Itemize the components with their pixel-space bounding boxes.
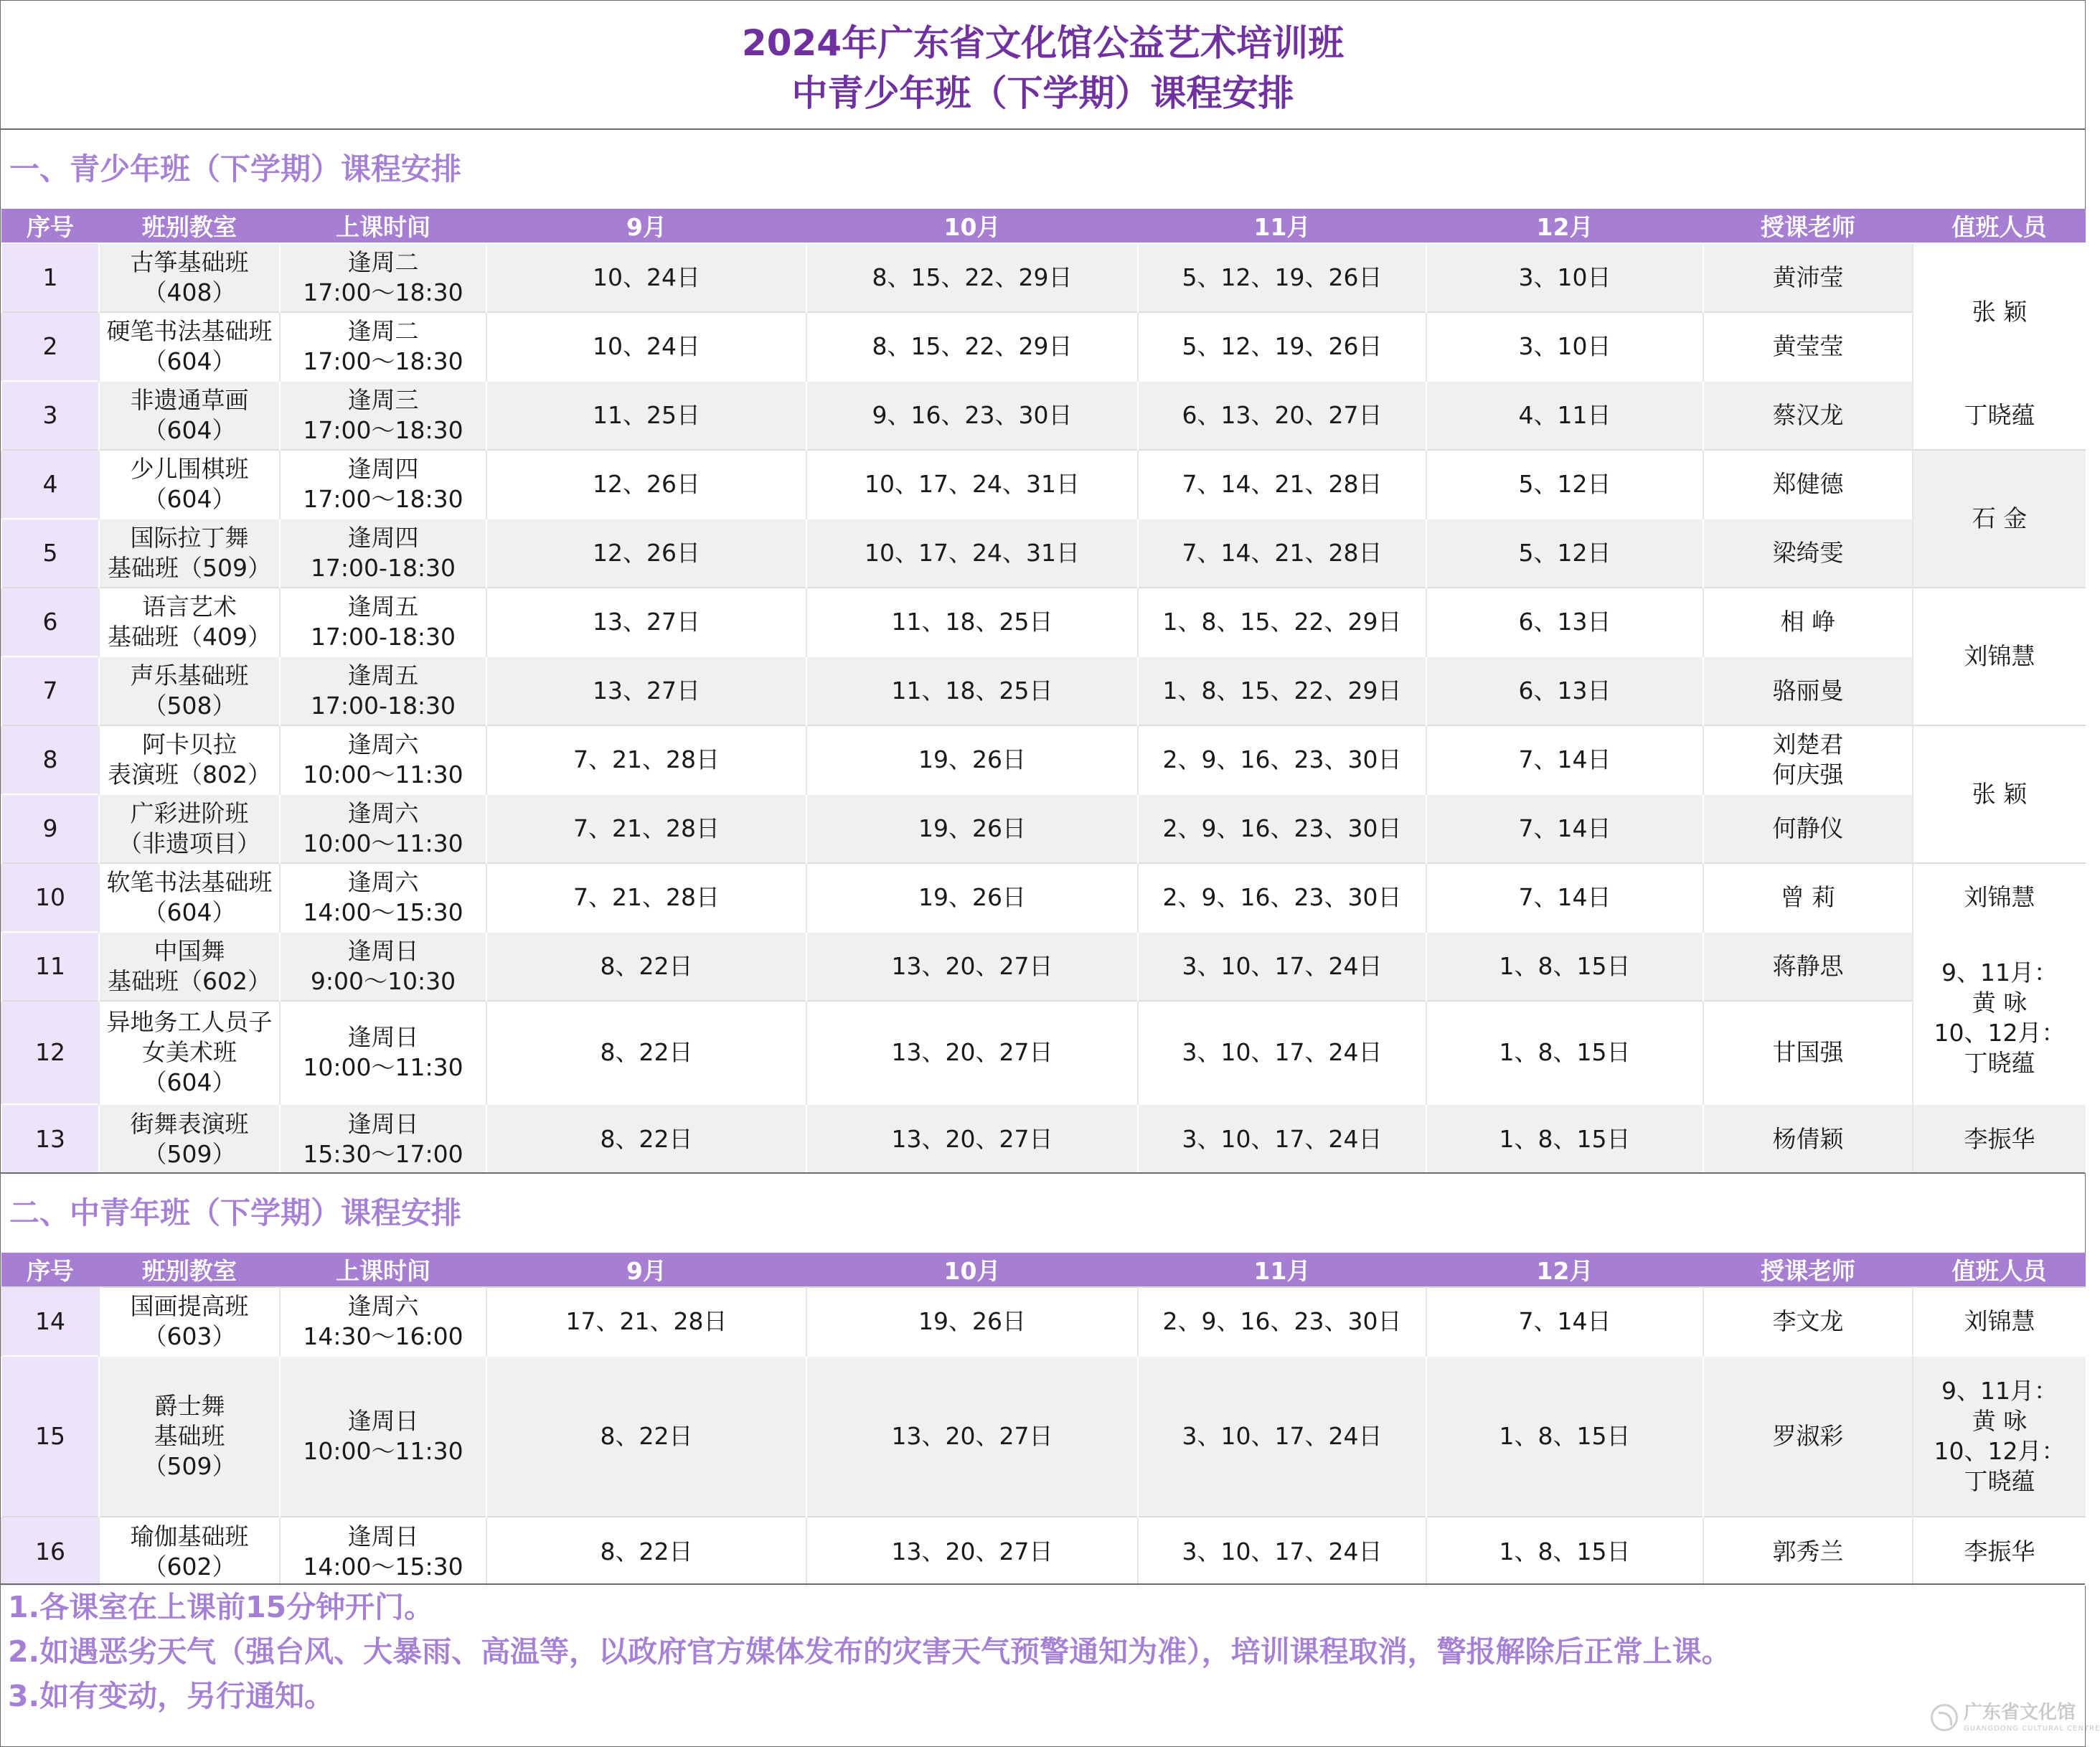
cell-line: 10、12月： [1934,1019,2066,1047]
table-row [1,1001,2086,1104]
row-number: 16 [1,1517,99,1586]
class-room [99,863,280,932]
cell-line: 国画提高班 [130,1292,249,1320]
cell-line: 17:00-18:30 [310,554,456,582]
dates-sep: 7、21、28日 [486,863,806,932]
class-room [99,725,280,794]
dates-sep: 13、27日 [486,588,806,656]
table-row [1,381,2086,450]
row-number: 9 [1,794,99,863]
teacher [1703,381,1913,450]
cell-line: （非遗项目） [118,829,260,857]
table-header-row [1,1253,2086,1287]
class-room [99,243,280,312]
cell-line: （508） [143,692,236,720]
table-row [1,243,2086,312]
cell-line: 15:30～17:00 [303,1139,463,1168]
class-room [99,656,280,725]
header-col-dec: 12月 [1426,209,1703,243]
duty-staff [1913,932,2086,1104]
table-header-row [1,209,2086,243]
cell-line: 逢周日 [347,1522,419,1550]
dates-nov: 3、10、17、24日 [1138,1001,1426,1104]
dates-dec: 5、12日 [1426,450,1703,519]
dates-nov: 3、10、17、24日 [1138,1517,1426,1586]
cell-line: 丁晓蕴 [1964,401,2035,429]
note-item: 3.如有变动，另行通知。 [8,1679,334,1713]
cell-line: （604） [143,347,236,375]
dates-oct: 13、20、27日 [806,1356,1138,1517]
cell-line: 广彩进阶班 [130,799,249,827]
cell-line: 17:00-18:30 [310,692,456,720]
row-number: 8 [1,725,99,794]
duty-staff [1913,1517,2086,1586]
cell-line: 10:00～11:30 [303,761,463,788]
teacher [1703,243,1913,312]
table-row [1,450,2086,519]
dates-dec: 4、11日 [1426,381,1703,450]
class-time [280,450,486,519]
cell-line: 17:00-18:30 [310,623,456,651]
class-time [280,1287,486,1356]
row-number: 11 [1,932,99,1001]
cell-line: 基础班（409） [108,623,271,651]
cell-line: 17:00～18:30 [303,278,463,306]
class-room [99,312,280,381]
dates-dec: 5、12日 [1426,519,1703,588]
dates-oct: 19、26日 [806,725,1138,794]
logo-name: 广东省文化馆 [1964,1702,2076,1723]
cell-line: 10:00～11:30 [303,829,463,857]
row-number: 13 [1,1104,99,1173]
cell-line: 石 金 [1972,504,2028,532]
header-col-dec: 12月 [1426,1253,1703,1287]
cell-line: 17:00～18:30 [303,416,463,444]
cell-line: 何静仪 [1772,814,1844,842]
dates-sep: 8、22日 [486,1356,806,1517]
table-row [1,1104,2086,1173]
cell-line: 9、11月： [1941,1377,2058,1405]
header-col-no: 序号 [1,209,99,243]
cell-line: 骆丽曼 [1772,677,1844,705]
cell-line: 罗淑彩 [1772,1422,1844,1450]
cell-line: 曾 莉 [1780,883,1836,911]
cell-line: 逢周日 [347,1109,419,1138]
duty-staff [1913,1287,2086,1356]
cell-line: 逢周二 [347,248,419,276]
header-col-duty: 值班人员 [1913,1253,2086,1287]
cell-line: 杨倩颖 [1772,1124,1844,1153]
dates-dec: 6、13日 [1426,588,1703,656]
row-number: 4 [1,450,99,519]
row-number: 14 [1,1287,99,1356]
header-col-class: 班别教室 [99,209,280,243]
cell-line: 声乐基础班 [130,661,249,689]
class-time [280,1104,486,1173]
duty-staff [1913,863,2086,932]
header-col-oct: 10月 [806,209,1138,243]
table-row [1,1517,2086,1586]
cell-line: 甘国强 [1772,1038,1844,1066]
note-item: 2.如遇恶劣天气（强台风、大暴雨、高温等，以政府官方媒体发布的灾害天气预警通知为准），培训课程取消，警报解除后正常上课。 [8,1634,1731,1669]
dates-sep: 8、22日 [486,1104,806,1173]
cell-line: 逢周日 [347,1407,419,1435]
dates-dec: 1、8、15日 [1426,1001,1703,1104]
dates-sep: 8、22日 [486,1001,806,1104]
class-room [99,1517,280,1586]
teacher [1703,725,1913,794]
page-title-line1: 2024年广东省文化馆公益艺术培训班 [741,22,1345,64]
class-time [280,863,486,932]
dates-nov: 6、13、20、27日 [1138,381,1426,450]
page-title [1,1,2085,130]
cell-line: （408） [143,278,236,306]
cell-line: 异地务工人员子 [106,1008,273,1036]
cell-line: 李文龙 [1772,1307,1844,1335]
teacher [1703,1517,1913,1586]
cell-line: 少儿围棋班 [130,455,249,483]
row-number: 6 [1,588,99,656]
header-col-oct: 10月 [806,1253,1138,1287]
row-number: 5 [1,519,99,588]
cell-line: 黄 咏 [1972,1407,2028,1435]
cell-line: 逢周五 [347,593,419,621]
cell-line: （604） [143,485,236,513]
cell-line: 蔡汉龙 [1772,401,1844,429]
dates-oct: 10、17、24、31日 [806,450,1138,519]
duty-staff [1913,450,2086,588]
cell-line: 中国舞 [154,937,225,965]
header-col-teacher: 授课老师 [1703,209,1913,243]
class-room [99,519,280,588]
cell-line: 国际拉丁舞 [130,524,249,552]
duty-staff [1913,243,2086,381]
cell-line: 逢周五 [347,661,419,689]
cell-line: 阿卡贝拉 [142,730,237,758]
row-number: 15 [1,1356,99,1517]
duty-staff [1913,381,2086,450]
cell-line: 10、12月： [1934,1437,2066,1465]
dates-dec: 1、8、15日 [1426,932,1703,1001]
cell-line: （604） [143,416,236,444]
cell-line: 非遗通草画 [130,386,249,414]
class-room [99,381,280,450]
cell-line: 李振华 [1964,1124,2035,1153]
cell-line: 10:00～11:30 [303,1437,463,1465]
table-row [1,656,2086,725]
dates-nov: 2、9、16、23、30日 [1138,1287,1426,1356]
duty-staff [1913,588,2086,725]
culture-center-logo-icon [1931,1704,1958,1731]
header-col-no: 序号 [1,1253,99,1287]
teacher [1703,932,1913,1001]
cell-line: 逢周六 [347,799,419,827]
header-col-sep: 9月 [486,1253,806,1287]
teacher [1703,1104,1913,1173]
dates-dec: 3、10日 [1426,243,1703,312]
cell-line: 何庆强 [1772,761,1844,788]
class-time [280,1356,486,1517]
dates-oct: 19、26日 [806,1287,1138,1356]
class-time [280,1001,486,1104]
dates-sep: 13、27日 [486,656,806,725]
duty-staff [1913,725,2086,863]
dates-oct: 9、16、23、30日 [806,381,1138,450]
cell-line: （509） [143,1452,236,1480]
cell-line: 梁绮雯 [1772,539,1844,567]
teacher [1703,450,1913,519]
dates-oct: 8、15、22、29日 [806,243,1138,312]
class-room [99,1356,280,1517]
teacher [1703,588,1913,656]
cell-line: 9:00～10:30 [310,967,456,995]
dates-sep: 8、22日 [486,932,806,1001]
teacher [1703,312,1913,381]
header-col-time: 上课时间 [280,209,486,243]
row-number: 2 [1,312,99,381]
cell-line: 14:30～16:00 [303,1322,463,1350]
dates-nov: 1、8、15、22、29日 [1138,588,1426,656]
cell-line: （604） [143,1068,236,1096]
dates-sep: 12、26日 [486,450,806,519]
section2-table [1,1253,2086,1586]
dates-nov: 2、9、16、23、30日 [1138,725,1426,794]
header-col-time: 上课时间 [280,1253,486,1287]
header-col-sep: 9月 [486,209,806,243]
cell-line: 逢周六 [347,868,419,896]
row-number: 1 [1,243,99,312]
class-time [280,932,486,1001]
cell-line: 爵士舞 [154,1392,225,1420]
cell-line: 郑健德 [1772,470,1844,498]
class-time [280,381,486,450]
header-col-teacher: 授课老师 [1703,1253,1913,1287]
cell-line: 丁晓蕴 [1964,1467,2035,1495]
cell-line: 女美术班 [142,1038,237,1066]
cell-line: 基础班（602） [108,967,271,995]
dates-dec: 1、8、15日 [1426,1517,1703,1586]
cell-line: （603） [143,1322,236,1350]
cell-line: 古筝基础班 [130,248,249,276]
dates-nov: 5、12、19、26日 [1138,243,1426,312]
dates-nov: 1、8、15、22、29日 [1138,656,1426,725]
class-time [280,656,486,725]
dates-nov: 7、14、21、28日 [1138,450,1426,519]
dates-sep: 17、21、28日 [486,1287,806,1356]
teacher [1703,1287,1913,1356]
class-room [99,1104,280,1173]
cell-line: 张 颖 [1972,298,2028,326]
cell-line: 9、11月： [1941,959,2058,986]
dates-dec: 1、8、15日 [1426,1104,1703,1173]
class-room [99,794,280,863]
dates-sep: 7、21、28日 [486,725,806,794]
class-time [280,243,486,312]
class-time [280,794,486,863]
dates-dec: 3、10日 [1426,312,1703,381]
row-number: 10 [1,863,99,932]
class-room [99,588,280,656]
table-row [1,725,2086,794]
section2-title: 二、中青年班（下学期）课程安排 [1,1172,2085,1251]
section1-title: 一、青少年班（下学期）课程安排 [1,128,2085,207]
cell-line: 郭秀兰 [1772,1537,1844,1565]
cell-line: 丁晓蕴 [1964,1049,2035,1077]
row-number: 7 [1,656,99,725]
header-col-nov: 11月 [1138,1253,1426,1287]
header-col-class: 班别教室 [99,1253,280,1287]
cell-line: 李振华 [1964,1537,2035,1565]
cell-line: （509） [143,1139,236,1168]
cell-line: 逢周日 [347,1023,419,1051]
dates-nov: 2、9、16、23、30日 [1138,863,1426,932]
dates-dec: 1、8、15日 [1426,1356,1703,1517]
row-number: 12 [1,1001,99,1104]
notes [1,1583,2085,1718]
dates-sep: 12、26日 [486,519,806,588]
cell-line: 逢周六 [347,1292,419,1320]
dates-dec: 7、14日 [1426,1287,1703,1356]
cell-line: 逢周六 [347,730,419,758]
cell-line: 逢周三 [347,386,419,414]
dates-dec: 7、14日 [1426,794,1703,863]
dates-nov: 7、14、21、28日 [1138,519,1426,588]
cell-line: 17:00～18:30 [303,485,463,513]
cell-line: 刘楚君 [1772,730,1844,758]
dates-nov: 2、9、16、23、30日 [1138,794,1426,863]
dates-nov: 3、10、17、24日 [1138,1104,1426,1173]
cell-line: （602） [143,1552,236,1581]
table-row [1,519,2086,588]
dates-oct: 10、17、24、31日 [806,519,1138,588]
dates-dec: 7、14日 [1426,863,1703,932]
cell-line: 街舞表演班 [130,1109,249,1138]
dates-oct: 13、20、27日 [806,1001,1138,1104]
cell-line: 刘锦慧 [1964,1307,2035,1335]
teacher [1703,1356,1913,1517]
cell-line: 蒋静思 [1772,952,1844,980]
cell-line: 17:00～18:30 [303,347,463,375]
cell-line: 相 峥 [1780,608,1836,636]
cell-line: 基础班 [154,1422,225,1450]
dates-oct: 19、26日 [806,863,1138,932]
cell-line: （604） [143,898,236,926]
dates-dec: 7、14日 [1426,725,1703,794]
dates-sep: 7、21、28日 [486,794,806,863]
header-col-nov: 11月 [1138,209,1426,243]
teacher [1703,1001,1913,1104]
table-row [1,794,2086,863]
class-room [99,932,280,1001]
section1-table [1,209,2086,1173]
cell-line: 黄莹莹 [1772,332,1844,360]
table-row [1,932,2086,1001]
dates-oct: 13、20、27日 [806,932,1138,1001]
cell-line: 黄沛莹 [1772,263,1844,291]
cell-line: 硬笔书法基础班 [106,317,273,345]
cell-line: 逢周四 [347,455,419,483]
dates-sep: 11、25日 [486,381,806,450]
cell-line: 14:00～15:30 [303,898,463,926]
cell-line: 基础班（509） [108,554,271,582]
cell-line: 逢周二 [347,317,419,345]
dates-sep: 10、24日 [486,312,806,381]
dates-oct: 11、18、25日 [806,656,1138,725]
cell-line: 逢周日 [347,937,419,965]
cell-line: 14:00～15:30 [303,1552,463,1581]
table-row [1,588,2086,656]
teacher [1703,519,1913,588]
cell-line: 张 颖 [1972,780,2028,808]
cell-line: 刘锦慧 [1964,642,2035,670]
cell-line: 黄 咏 [1972,989,2028,1017]
dates-sep: 10、24日 [486,243,806,312]
class-time [280,725,486,794]
teacher [1703,656,1913,725]
table-row [1,1356,2086,1517]
class-room [99,1001,280,1104]
logo-subtitle: GUANGDONG CULTURAL CENTRE [1964,1725,2100,1733]
teacher [1703,863,1913,932]
cell-line: 刘锦慧 [1964,883,2035,911]
note-item: 1.各课室在上课前15分钟开门。 [8,1590,434,1624]
class-time [280,519,486,588]
class-room [99,1287,280,1356]
teacher [1703,794,1913,863]
cell-line: 10:00～11:30 [303,1053,463,1081]
table-row [1,312,2086,381]
dates-oct: 11、18、25日 [806,588,1138,656]
dates-dec: 6、13日 [1426,656,1703,725]
duty-staff [1913,1104,2086,1173]
header-col-duty: 值班人员 [1913,209,2086,243]
dates-sep: 8、22日 [486,1517,806,1586]
duty-staff [1913,1356,2086,1517]
cell-line: 软笔书法基础班 [106,868,273,896]
cell-line: 表演班（802） [108,761,271,788]
dates-oct: 8、15、22、29日 [806,312,1138,381]
class-time [280,312,486,381]
class-time [280,588,486,656]
page-title-line2: 中青少年班（下学期）课程安排 [791,72,1294,114]
table-row [1,863,2086,932]
cell-line: 瑜伽基础班 [130,1522,249,1550]
cell-line: 逢周四 [347,524,419,552]
class-room [99,450,280,519]
cell-line: 语言艺术 [142,593,237,621]
class-time [280,1517,486,1586]
row-number: 3 [1,381,99,450]
dates-nov: 3、10、17、24日 [1138,1356,1426,1517]
dates-nov: 3、10、17、24日 [1138,932,1426,1001]
dates-oct: 13、20、27日 [806,1517,1138,1586]
dates-oct: 13、20、27日 [806,1104,1138,1173]
table-row [1,1287,2086,1356]
dates-nov: 5、12、19、26日 [1138,312,1426,381]
logo [1931,1701,2100,1737]
dates-oct: 19、26日 [806,794,1138,863]
